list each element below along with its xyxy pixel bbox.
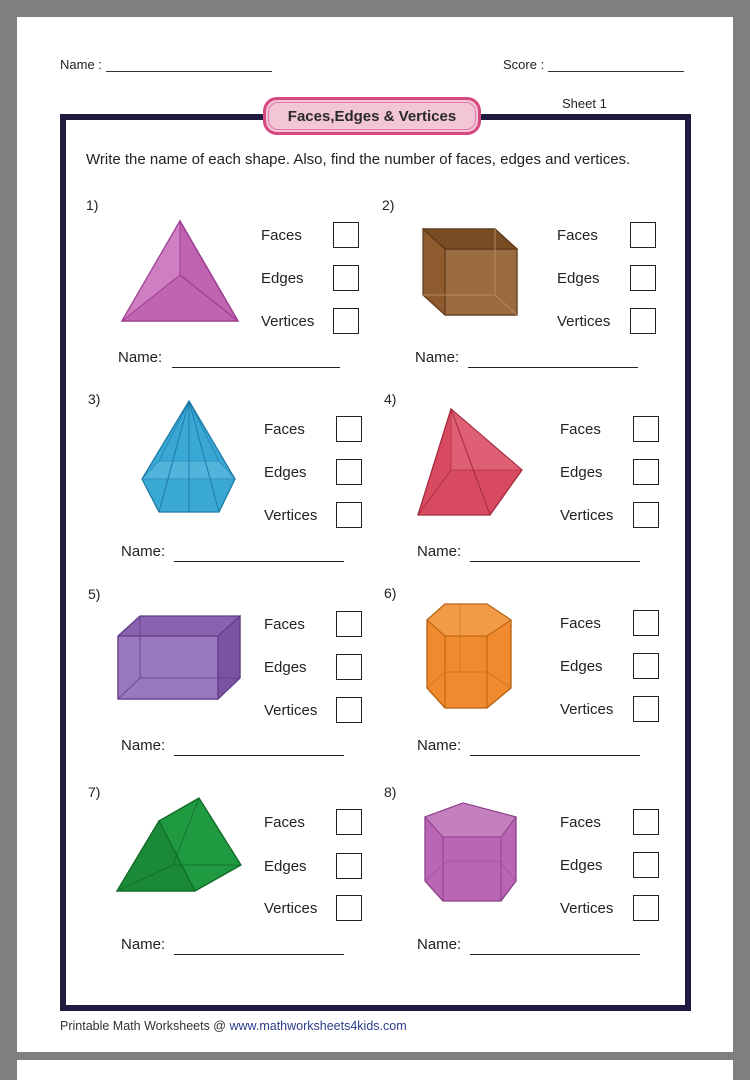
problem-number: 5) [88, 586, 101, 602]
shape-name-row [118, 349, 162, 366]
vertices-label: Vertices [560, 900, 614, 917]
pentagonal-pyramid-icon [139, 399, 239, 517]
shape-name-line[interactable] [470, 755, 640, 756]
shape-name-row [417, 543, 461, 560]
vertices-answer-box[interactable] [336, 502, 362, 528]
vertices-label: Vertices [264, 507, 318, 524]
shape-name-label: Name: [415, 349, 460, 366]
problem-number: 8) [384, 784, 397, 800]
faces-label: Faces [261, 227, 302, 244]
problem-number: 3) [88, 391, 101, 407]
vertices-answer-box[interactable] [336, 697, 362, 723]
shape-name-label: Name: [417, 543, 462, 560]
vertices-label: Vertices [264, 702, 318, 719]
vertices-answer-box[interactable] [633, 502, 659, 528]
shape-name-label: Name: [118, 349, 163, 366]
shape-name-label: Name: [417, 737, 462, 754]
edges-answer-box[interactable] [633, 653, 659, 679]
next-page-edge [17, 1060, 733, 1080]
worksheet-page [17, 17, 733, 1052]
edges-label: Edges [264, 659, 307, 676]
vertices-label: Vertices [261, 313, 315, 330]
edges-label: Edges [261, 270, 304, 287]
cube-icon [421, 227, 521, 317]
sheet-label: Sheet 1 [562, 96, 607, 111]
edges-answer-box[interactable] [336, 459, 362, 485]
square-pyramid-icon [416, 405, 526, 517]
shape-name-line[interactable] [172, 367, 340, 368]
score-header-label: Score : [503, 57, 545, 72]
problem-number: 7) [88, 784, 101, 800]
worksheet-title: Faces,Edges & Vertices [263, 97, 481, 135]
shape-name-row [417, 737, 461, 754]
shape-name-line[interactable] [174, 561, 344, 562]
vertices-answer-box[interactable] [633, 895, 659, 921]
shape-name-line[interactable] [470, 561, 640, 562]
edges-answer-box[interactable] [333, 265, 359, 291]
hexagonal-prism-icon [425, 602, 515, 710]
vertices-label: Vertices [264, 900, 318, 917]
shape-name-line[interactable] [470, 954, 640, 955]
vertices-answer-box[interactable] [633, 696, 659, 722]
edges-answer-box[interactable] [633, 459, 659, 485]
shape-name-line[interactable] [468, 367, 638, 368]
faces-label: Faces [560, 421, 601, 438]
problem-number: 1) [86, 197, 99, 213]
shape-name-row [121, 936, 165, 953]
vertices-label: Vertices [557, 313, 611, 330]
score-header-line[interactable] [548, 59, 684, 72]
vertices-label: Vertices [560, 701, 614, 718]
shape-name-line[interactable] [174, 954, 344, 955]
faces-label: Faces [264, 421, 305, 438]
shape-name-row [415, 349, 459, 366]
name-header [60, 57, 272, 72]
faces-answer-box[interactable] [630, 222, 656, 248]
footer [60, 1019, 407, 1033]
faces-answer-box[interactable] [336, 611, 362, 637]
shape-name-label: Name: [121, 543, 166, 560]
footer-link[interactable]: www.mathworksheets4kids.com [229, 1019, 407, 1033]
faces-answer-box[interactable] [336, 809, 362, 835]
shape-name-label: Name: [121, 737, 166, 754]
pentagonal-prism-icon [423, 801, 519, 905]
faces-answer-box[interactable] [333, 222, 359, 248]
edges-label: Edges [560, 658, 603, 675]
triangular-pyramid-icon [117, 217, 247, 327]
faces-label: Faces [560, 615, 601, 632]
faces-label: Faces [557, 227, 598, 244]
faces-label: Faces [264, 814, 305, 831]
edges-label: Edges [560, 857, 603, 874]
shape-name-row [121, 737, 165, 754]
vertices-answer-box[interactable] [333, 308, 359, 334]
name-header-line[interactable] [106, 59, 272, 72]
problem-number: 6) [384, 585, 397, 601]
faces-label: Faces [560, 814, 601, 831]
shape-name-row [121, 543, 165, 560]
vertices-answer-box[interactable] [336, 895, 362, 921]
vertices-answer-box[interactable] [630, 308, 656, 334]
edges-answer-box[interactable] [630, 265, 656, 291]
rectangular-prism-icon [116, 614, 243, 702]
edges-label: Edges [264, 464, 307, 481]
shape-name-row [417, 936, 461, 953]
faces-answer-box[interactable] [336, 416, 362, 442]
edges-label: Edges [557, 270, 600, 287]
faces-answer-box[interactable] [633, 610, 659, 636]
faces-label: Faces [264, 616, 305, 633]
shape-name-line[interactable] [174, 755, 344, 756]
edges-answer-box[interactable] [633, 852, 659, 878]
triangular-prism-icon [115, 795, 243, 895]
faces-answer-box[interactable] [633, 809, 659, 835]
footer-text: Printable Math Worksheets @ [60, 1019, 230, 1033]
shape-name-label: Name: [121, 936, 166, 953]
faces-answer-box[interactable] [633, 416, 659, 442]
vertices-label: Vertices [560, 507, 614, 524]
score-header [503, 57, 684, 72]
edges-label: Edges [560, 464, 603, 481]
edges-label: Edges [264, 858, 307, 875]
problem-number: 4) [384, 391, 397, 407]
instructions: Write the name of each shape. Also, find the number of faces, edges and vertices. [86, 151, 631, 168]
name-header-label: Name : [60, 57, 102, 72]
problem-number: 2) [382, 197, 395, 213]
edges-answer-box[interactable] [336, 853, 362, 879]
shape-name-label: Name: [417, 936, 462, 953]
edges-answer-box[interactable] [336, 654, 362, 680]
